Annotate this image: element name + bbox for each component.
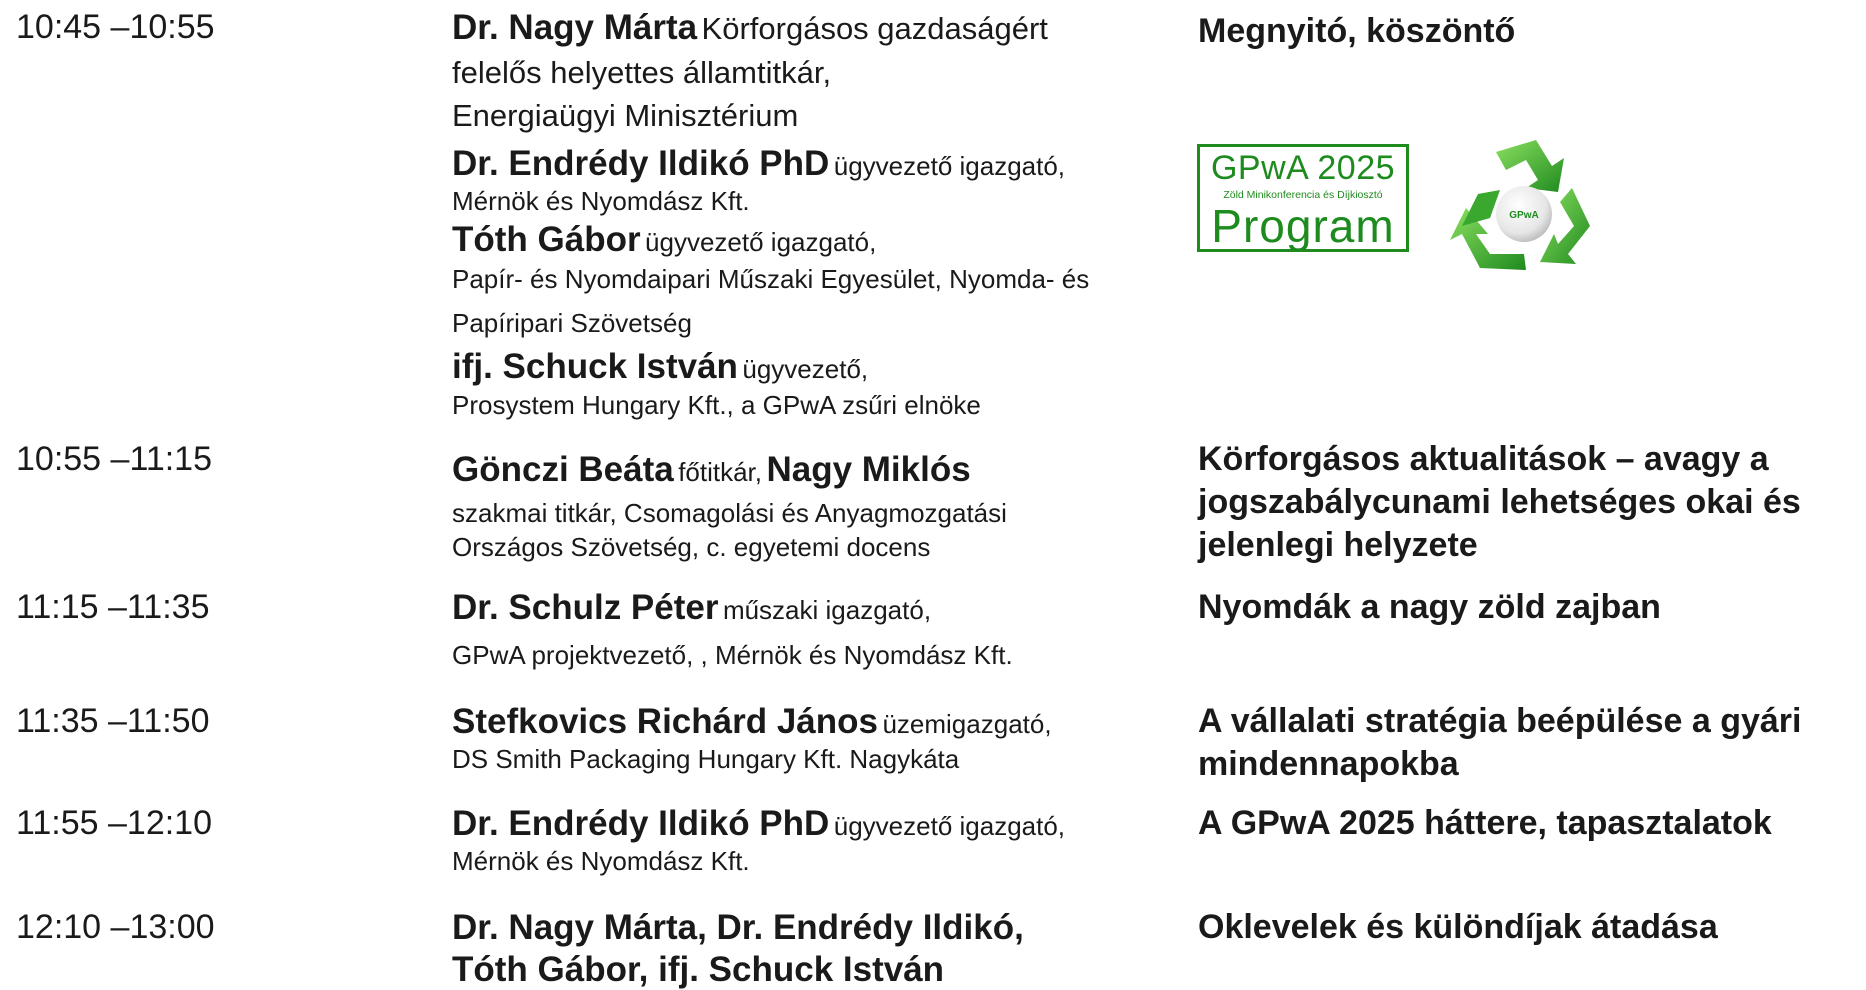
time-slot: 10:45 –10:55 xyxy=(16,8,215,46)
session-topic: A GPwA 2025 háttere, tapasztalatok xyxy=(1198,804,1772,842)
speaker-role: főtitkár, xyxy=(678,457,763,487)
session-topic: Megnyitó, köszöntő xyxy=(1198,12,1516,50)
recycle-badge: GPwA xyxy=(1509,210,1539,221)
speaker-detail: Országos Szövetség, c. egyetemi docens xyxy=(452,532,931,562)
speaker-block xyxy=(452,220,876,260)
speaker-detail: Prosystem Hungary Kft., a GPwA zsűri elnöke xyxy=(452,390,981,420)
speaker-name: Nagy Miklós xyxy=(766,450,971,489)
logo-program: Program xyxy=(1211,200,1395,252)
speaker-detail: Mérnök és Nyomdász Kft. xyxy=(452,186,750,216)
speaker-name: Dr. Schulz Péter xyxy=(452,588,719,627)
speaker-name: Stefkovics Richárd János xyxy=(452,702,878,741)
speaker-block xyxy=(452,804,1065,844)
speaker-name: ifj. Schuck István xyxy=(452,347,738,386)
session-topic: Nyomdák a nagy zöld zajban xyxy=(1198,588,1661,626)
speaker-name: Gönczi Beáta xyxy=(452,450,674,489)
speaker-role: ügyvezető igazgató, xyxy=(833,151,1066,181)
recycle-icon xyxy=(1440,130,1608,280)
speaker-detail: GPwA projektvezető, , Mérnök és Nyomdász Kft. xyxy=(452,640,1013,670)
speaker-block xyxy=(452,450,971,490)
session-topic: Oklevelek és különdíjak átadása xyxy=(1198,908,1718,946)
speaker-detail: szakmai titkár, Csomagolási és Anyagmozgatási xyxy=(452,498,1007,528)
speaker-block xyxy=(452,702,1052,742)
logo-title: GPwA 2025 xyxy=(1210,149,1396,187)
speaker-detail: DS Smith Packaging Hungary Kft. Nagykáta xyxy=(452,744,960,774)
session-topic: A vállalati stratégia beépülése a gyári mindennapokba xyxy=(1198,702,1802,783)
speaker-role: üzemigazgató, xyxy=(882,709,1052,739)
speaker-role: ügyvezető igazgató, xyxy=(645,227,877,257)
time-slot: 11:35 –11:50 xyxy=(16,702,210,740)
speaker-detail: Papír- és Nyomdaipari Műszaki Egyesület, Nyomda- és xyxy=(452,264,1090,294)
session-topic: Körforgásos aktualitások – avagy a jogszabálycunami lehetséges okai és jelenlegi helyzete xyxy=(1198,440,1801,564)
time-slot: 10:55 –11:15 xyxy=(16,440,212,478)
speaker-role: ügyvezető, xyxy=(742,354,869,384)
speaker-detail: Papíripari Szövetség xyxy=(452,308,692,338)
speaker-name: Tóth Gábor, ifj. Schuck István xyxy=(452,950,945,989)
speaker-name: Dr. Nagy Márta, Dr. Endrédy Ildikó, xyxy=(452,908,1024,947)
logo-subtitle: Zöld Minikonferencia és Díjkiosztó xyxy=(1223,189,1383,201)
speaker-detail: Mérnök és Nyomdász Kft. xyxy=(452,846,750,876)
speaker-block xyxy=(452,144,1065,184)
speaker-detail: felelős helyettes államtitkár, xyxy=(452,55,832,90)
speaker-name: Dr. Nagy Márta xyxy=(452,8,698,47)
speaker-role: műszaki igazgató, xyxy=(722,595,932,625)
speaker-role: Körforgásos gazdaságért xyxy=(701,11,1048,46)
speaker-role: ügyvezető igazgató, xyxy=(833,811,1066,841)
speaker-block xyxy=(452,588,931,628)
gpwa-program-logo xyxy=(1197,144,1409,252)
time-slot: 11:55 –12:10 xyxy=(16,804,212,842)
time-slot: 12:10 –13:00 xyxy=(16,908,215,946)
speaker-detail: Energiaügyi Minisztérium xyxy=(452,98,799,133)
speaker-name: Dr. Endrédy Ildikó PhD xyxy=(452,804,830,843)
speaker-name: Dr. Endrédy Ildikó PhD xyxy=(452,144,830,183)
speaker-block xyxy=(452,347,868,387)
speaker-block xyxy=(452,8,1048,48)
time-slot: 11:15 –11:35 xyxy=(16,588,210,626)
speaker-name: Tóth Gábor xyxy=(452,220,641,259)
